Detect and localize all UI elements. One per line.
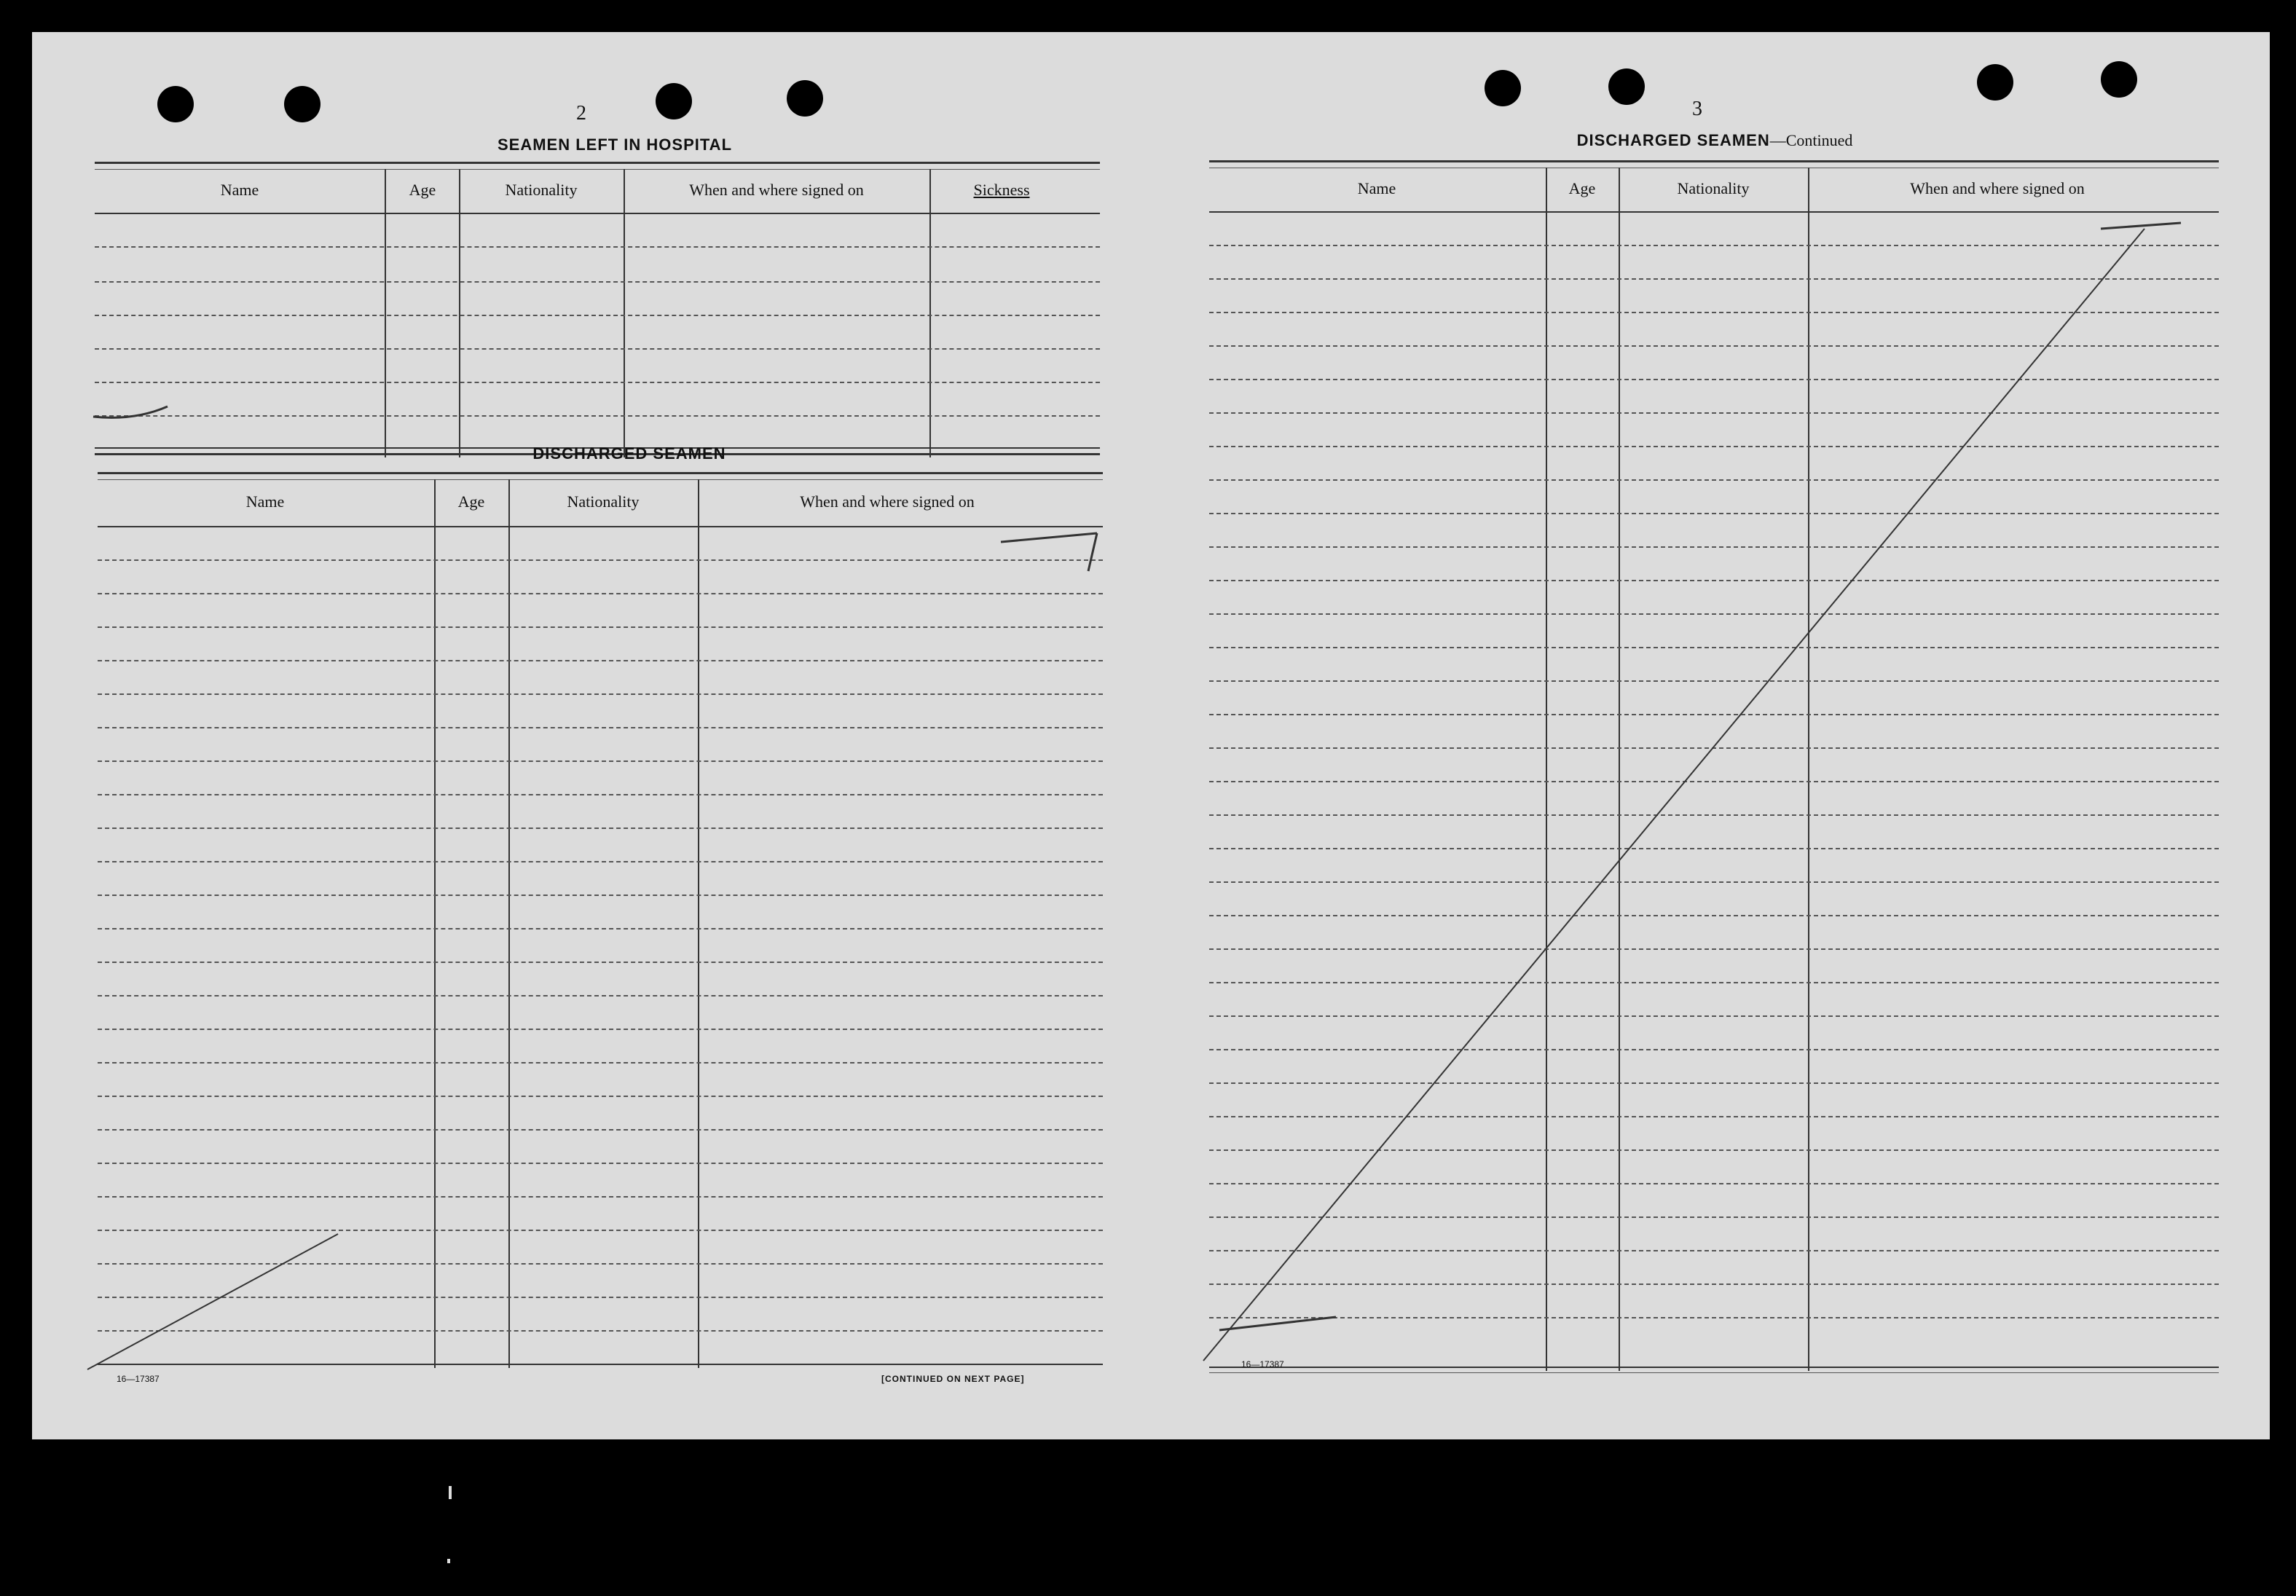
column-header-nationality: Nationality bbox=[1677, 179, 1750, 197]
section-title-discharged: DISCHARGED SEAMEN bbox=[532, 444, 726, 463]
cancel-stroke-left-top bbox=[1001, 533, 1097, 571]
column-header-signed-on: When and where signed on bbox=[1910, 179, 2085, 197]
section-title-suffix: —Continued bbox=[1769, 131, 1853, 149]
form-number: 16—17387 bbox=[1241, 1359, 1284, 1369]
column-header-age: Age bbox=[457, 492, 485, 511]
column-header-age: Age bbox=[1568, 179, 1596, 197]
page-number: 3 bbox=[1692, 98, 1702, 120]
column-header-nationality: Nationality bbox=[567, 492, 640, 511]
column-header-signed-on: When and where signed on bbox=[689, 181, 864, 199]
column-header-sickness: Sickness bbox=[973, 181, 1030, 199]
cancel-diagonal-left bbox=[87, 1234, 338, 1369]
column-header-name: Name bbox=[220, 181, 259, 199]
document-paper bbox=[32, 32, 2270, 1439]
continued-note: [CONTINUED ON NEXT PAGE] bbox=[881, 1374, 1025, 1384]
cancellation-strokes bbox=[32, 32, 2270, 1439]
column-header-name: Name bbox=[1357, 179, 1396, 197]
cancel-stroke-right-bottom bbox=[1219, 1317, 1336, 1330]
cancel-diagonal-right bbox=[1203, 229, 2144, 1361]
column-header-age: Age bbox=[409, 181, 436, 199]
cancel-stroke-hospital bbox=[93, 406, 168, 417]
section-title-hospital: SEAMEN LEFT IN HOSPITAL bbox=[497, 135, 733, 154]
page-number: 2 bbox=[576, 102, 586, 125]
column-header-name: Name bbox=[245, 492, 285, 511]
column-header-signed-on: When and where signed on bbox=[800, 492, 975, 511]
column-header-nationality: Nationality bbox=[505, 181, 578, 199]
scan-mark bbox=[447, 1559, 450, 1563]
cancel-stroke-right-top bbox=[2101, 223, 2181, 229]
scan-mark bbox=[449, 1486, 452, 1499]
form-number: 16—17387 bbox=[117, 1374, 160, 1384]
section-title-text: DISCHARGED SEAMEN bbox=[1576, 131, 1770, 149]
